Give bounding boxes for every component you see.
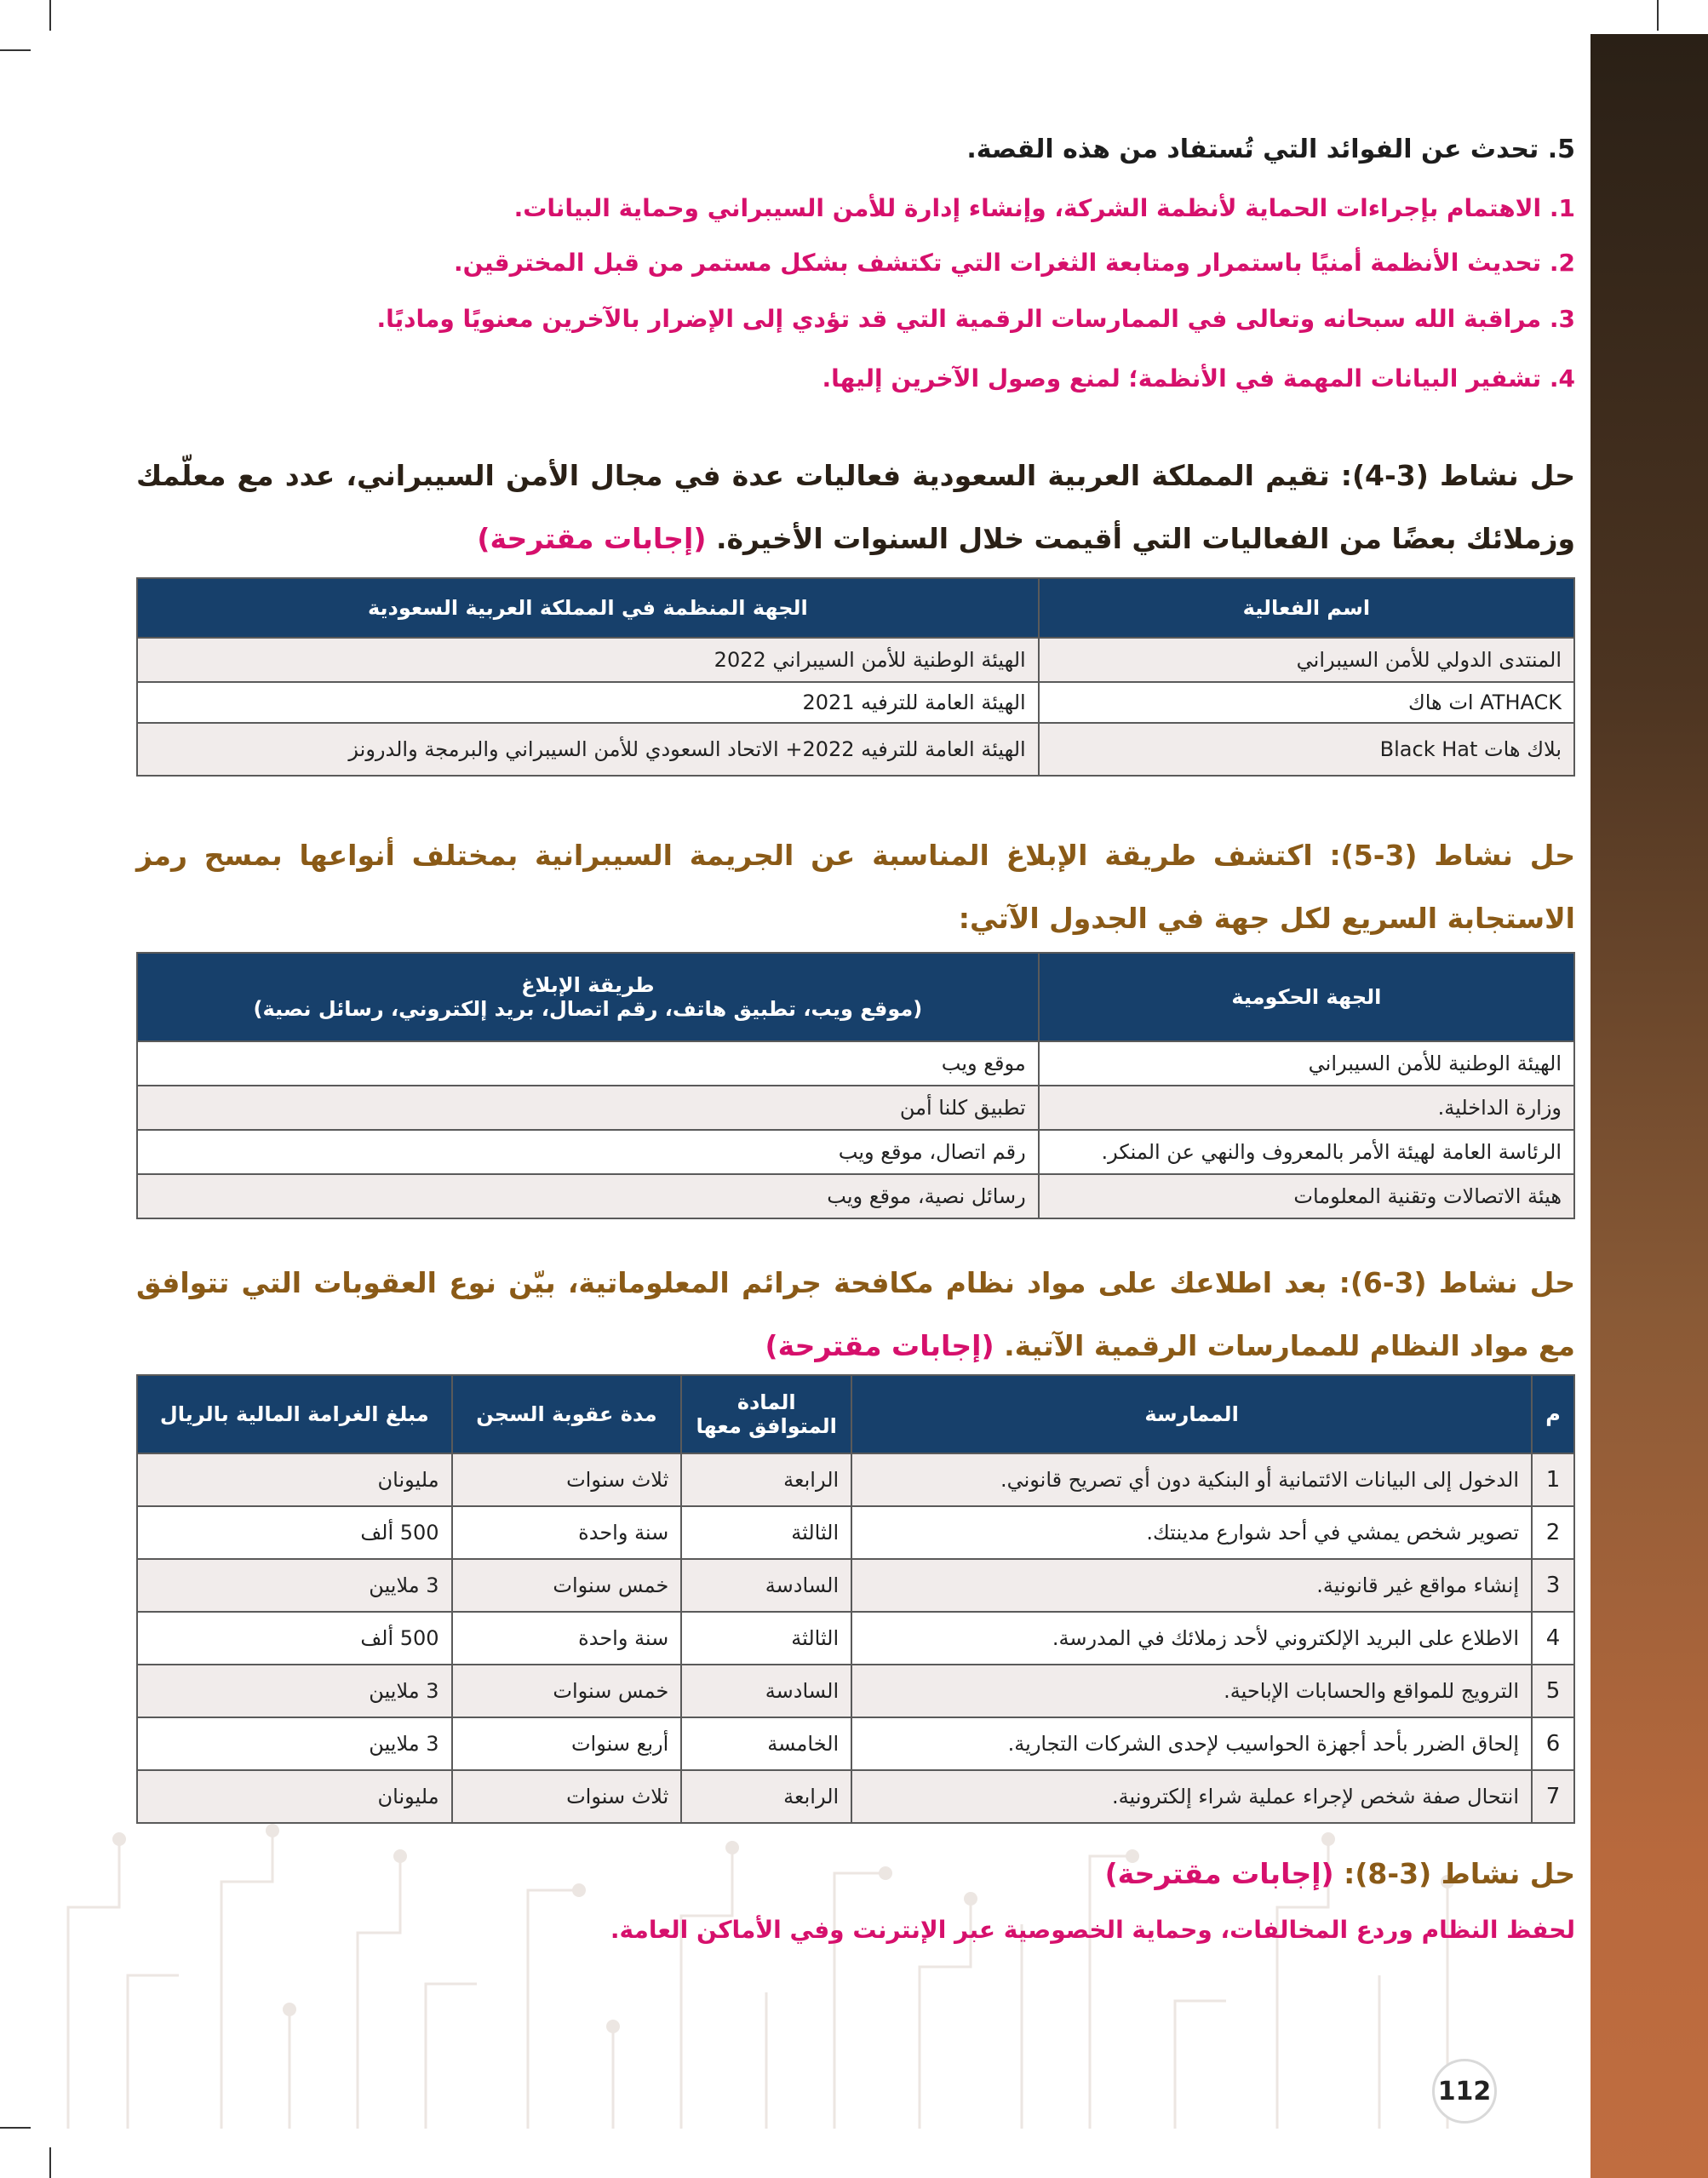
table-header-cell: م bbox=[1532, 1375, 1574, 1453]
table-cell: الدخول إلى البيانات الائتمانية أو البنكية دون أي تصريح قانوني. bbox=[851, 1453, 1532, 1506]
crop-mark bbox=[49, 0, 51, 31]
table-cell: 500 ألف bbox=[137, 1506, 452, 1559]
table-cell: ثلاث سنوات bbox=[452, 1453, 682, 1506]
table-cell: 500 ألف bbox=[137, 1612, 452, 1665]
table-cell: الاطلاع على البريد الإلكتروني لأحد زملائك في المدرسة. bbox=[851, 1612, 1532, 1665]
table-cell: سنة واحدة bbox=[452, 1506, 682, 1559]
table-cell: الهيئة الوطنية للأمن السيبراني bbox=[1039, 1041, 1574, 1086]
table-cell: الترويج للمواقع والحسابات الإباحية. bbox=[851, 1665, 1532, 1717]
table-cell: 3 bbox=[1532, 1559, 1574, 1612]
header-method-title: طريقة الإبلاغ bbox=[521, 973, 655, 997]
table-header-cell: الممارسة bbox=[851, 1375, 1532, 1453]
table-row bbox=[137, 1665, 1574, 1717]
activity-3-5-title bbox=[136, 824, 1575, 950]
table-cell: إلحاق الضرر بأحد أجهزة الحواسيب لإحدى الشركات التجارية. bbox=[851, 1717, 1532, 1770]
table-row bbox=[137, 1041, 1574, 1086]
page-content bbox=[136, 0, 1575, 2178]
table-header-row bbox=[137, 578, 1574, 638]
table-cell: هيئة الاتصالات وتقنية المعلومات bbox=[1039, 1174, 1574, 1218]
question-5-answer: 4. تشفير البيانات المهمة في الأنظمة؛ لمنع وصول الآخرين إليها. bbox=[822, 364, 1575, 393]
side-color-bar bbox=[1591, 34, 1708, 2178]
table-cell: الهيئة العامة للترفيه 2021 bbox=[137, 682, 1039, 723]
table-header-cell: الجهة الحكومية bbox=[1039, 953, 1574, 1041]
table-row bbox=[137, 1770, 1574, 1823]
table-cell: ATHACK ات هاك bbox=[1039, 682, 1574, 723]
table-row bbox=[137, 1453, 1574, 1506]
table-cell: السادسة bbox=[681, 1559, 851, 1612]
table-cell: الرئاسة العامة لهيئة الأمر بالمعروف والنهي عن المنكر. bbox=[1039, 1130, 1574, 1174]
table-cell: 5 bbox=[1532, 1665, 1574, 1717]
activity-3-6-suggested: (إجابات مقترحة) bbox=[765, 1329, 994, 1362]
table-row bbox=[137, 1130, 1574, 1174]
table-row bbox=[137, 1717, 1574, 1770]
table-cell: أربع سنوات bbox=[452, 1717, 682, 1770]
table-cell: تطبيق كلنا أمن bbox=[137, 1086, 1039, 1130]
table-cell: انتحال صفة شخص لإجراء عملية شراء إلكترونية. bbox=[851, 1770, 1532, 1823]
activity-3-6-text: حل نشاط (3-6): بعد اطلاعك على مواد نظام مكافحة جرائم المعلوماتية، بيّن نوع العقوبات التي تتوافق مع مواد النظام للممارسات الرقمية الآتية. bbox=[136, 1266, 1575, 1362]
question-5-answer: 2. تحديث الأنظمة أمنيًا باستمرار ومتابعة الثغرات التي تكتشف بشكل مستمر من قبل المخترقين. bbox=[454, 249, 1575, 277]
table-cell: 3 ملايين bbox=[137, 1559, 452, 1612]
activity-3-8-suggested: (إجابات مقترحة) bbox=[1104, 1857, 1334, 1890]
table-cell: 3 ملايين bbox=[137, 1717, 452, 1770]
table-cell: المنتدى الدولي للأمن السيبراني bbox=[1039, 638, 1574, 682]
activity-3-4-title bbox=[136, 444, 1575, 570]
table-header-cell: مبلغ الغرامة المالية بالريال bbox=[137, 1375, 452, 1453]
table-row bbox=[137, 638, 1574, 682]
activity-3-5-text: حل نشاط (3-5): اكتشف طريقة الإبلاغ المناسبة عن الجريمة السيبرانية بمختلف أنواعها بمسح رمز الاستجابة السريع لكل جهة في الجدول الآتي: bbox=[136, 839, 1575, 935]
table-cell: مليونان bbox=[137, 1770, 452, 1823]
table-cell: السادسة bbox=[681, 1665, 851, 1717]
table-header-cell: مدة عقوبة السجن bbox=[452, 1375, 682, 1453]
table-header-cell: اسم الفعالية bbox=[1039, 578, 1574, 638]
activity-3-4-suggested: (إجابات مقترحة) bbox=[477, 522, 707, 555]
table-cell: بلاك هات Black Hat bbox=[1039, 723, 1574, 776]
page-number: 112 bbox=[1432, 2059, 1497, 2124]
table-cell: 7 bbox=[1532, 1770, 1574, 1823]
table-cell: رسائل نصية، موقع ويب bbox=[137, 1174, 1039, 1218]
crop-mark bbox=[49, 2147, 51, 2178]
question-5-title: 5. تحدث عن الفوائد التي تُستفاد من هذه القصة. bbox=[966, 135, 1575, 164]
table-header-row bbox=[137, 953, 1574, 1041]
table-header-row bbox=[137, 1375, 1574, 1453]
table-cell: سنة واحدة bbox=[452, 1612, 682, 1665]
activity-3-8-title bbox=[1105, 1843, 1575, 1906]
table-row bbox=[137, 1612, 1574, 1665]
events-table bbox=[136, 577, 1575, 777]
table-row bbox=[137, 1174, 1574, 1218]
table-row bbox=[137, 1559, 1574, 1612]
table-cell: خمس سنوات bbox=[452, 1559, 682, 1612]
table-row bbox=[137, 723, 1574, 776]
activity-3-8-text: حل نشاط (3-8): bbox=[1344, 1857, 1575, 1890]
table-cell: 6 bbox=[1532, 1717, 1574, 1770]
table-cell: الرابعة bbox=[681, 1453, 851, 1506]
penalties-table bbox=[136, 1374, 1575, 1824]
table-cell: الخامسة bbox=[681, 1717, 851, 1770]
table-cell: الرابعة bbox=[681, 1770, 851, 1823]
table-cell: ثلاث سنوات bbox=[452, 1770, 682, 1823]
table-cell: إنشاء مواقع غير قانونية. bbox=[851, 1559, 1532, 1612]
reporting-table bbox=[136, 952, 1575, 1219]
table-row bbox=[137, 1506, 1574, 1559]
table-cell: 3 ملايين bbox=[137, 1665, 452, 1717]
table-header-cell bbox=[137, 953, 1039, 1041]
table-cell: 1 bbox=[1532, 1453, 1574, 1506]
table-cell: رقم اتصال، موقع ويب bbox=[137, 1130, 1039, 1174]
table-cell: خمس سنوات bbox=[452, 1665, 682, 1717]
table-cell: تصوير شخص يمشي في أحد شوارع مدينتك. bbox=[851, 1506, 1532, 1559]
table-cell: وزارة الداخلية. bbox=[1039, 1086, 1574, 1130]
table-cell: الثالثة bbox=[681, 1506, 851, 1559]
table-cell: مليونان bbox=[137, 1453, 452, 1506]
table-cell: موقع ويب bbox=[137, 1041, 1039, 1086]
table-header-cell: الجهة المنظمة في المملكة العربية السعودية bbox=[137, 578, 1039, 638]
table-cell: الثالثة bbox=[681, 1612, 851, 1665]
question-5-answer: 1. الاهتمام بإجراءات الحماية لأنظمة الشركة، وإنشاء إدارة للأمن السيبراني وحماية البيانات. bbox=[513, 194, 1575, 222]
activity-3-8-answer: لحفظ النظام وردع المخالفات، وحماية الخصوصية عبر الإنترنت وفي الأماكن العامة. bbox=[610, 1916, 1575, 1944]
header-method-subtitle: (موقع ويب، تطبيق هاتف، رقم اتصال، بريد إلكتروني، رسائل نصية) bbox=[253, 997, 923, 1021]
crop-mark bbox=[0, 49, 31, 51]
crop-mark bbox=[1657, 0, 1659, 31]
activity-3-6-title bbox=[136, 1252, 1575, 1378]
table-cell: الهيئة العامة للترفيه 2022+ الاتحاد السعودي للأمن السيبراني والبرمجة والدرونز bbox=[137, 723, 1039, 776]
table-row bbox=[137, 682, 1574, 723]
activity-3-4-text: حل نشاط (3-4): تقيم المملكة العربية السعودية فعاليات عدة في مجال الأمن السيبراني، عدد مع معلّمك وزملائك بعضًا من الفعاليات التي أقيمت خلال السنوات الأخيرة. bbox=[136, 459, 1576, 555]
question-5-answer: 3. مراقبة الله سبحانه وتعالى في الممارسات الرقمية التي قد تؤدي إلى الإضرار بالآخرين معنويًا وماديًا. bbox=[376, 305, 1575, 333]
table-row bbox=[137, 1086, 1574, 1130]
table-cell: 4 bbox=[1532, 1612, 1574, 1665]
table-header-cell: المادة المتوافق معها bbox=[681, 1375, 851, 1453]
table-cell: الهيئة الوطنية للأمن السيبراني 2022 bbox=[137, 638, 1039, 682]
table-cell: 2 bbox=[1532, 1506, 1574, 1559]
